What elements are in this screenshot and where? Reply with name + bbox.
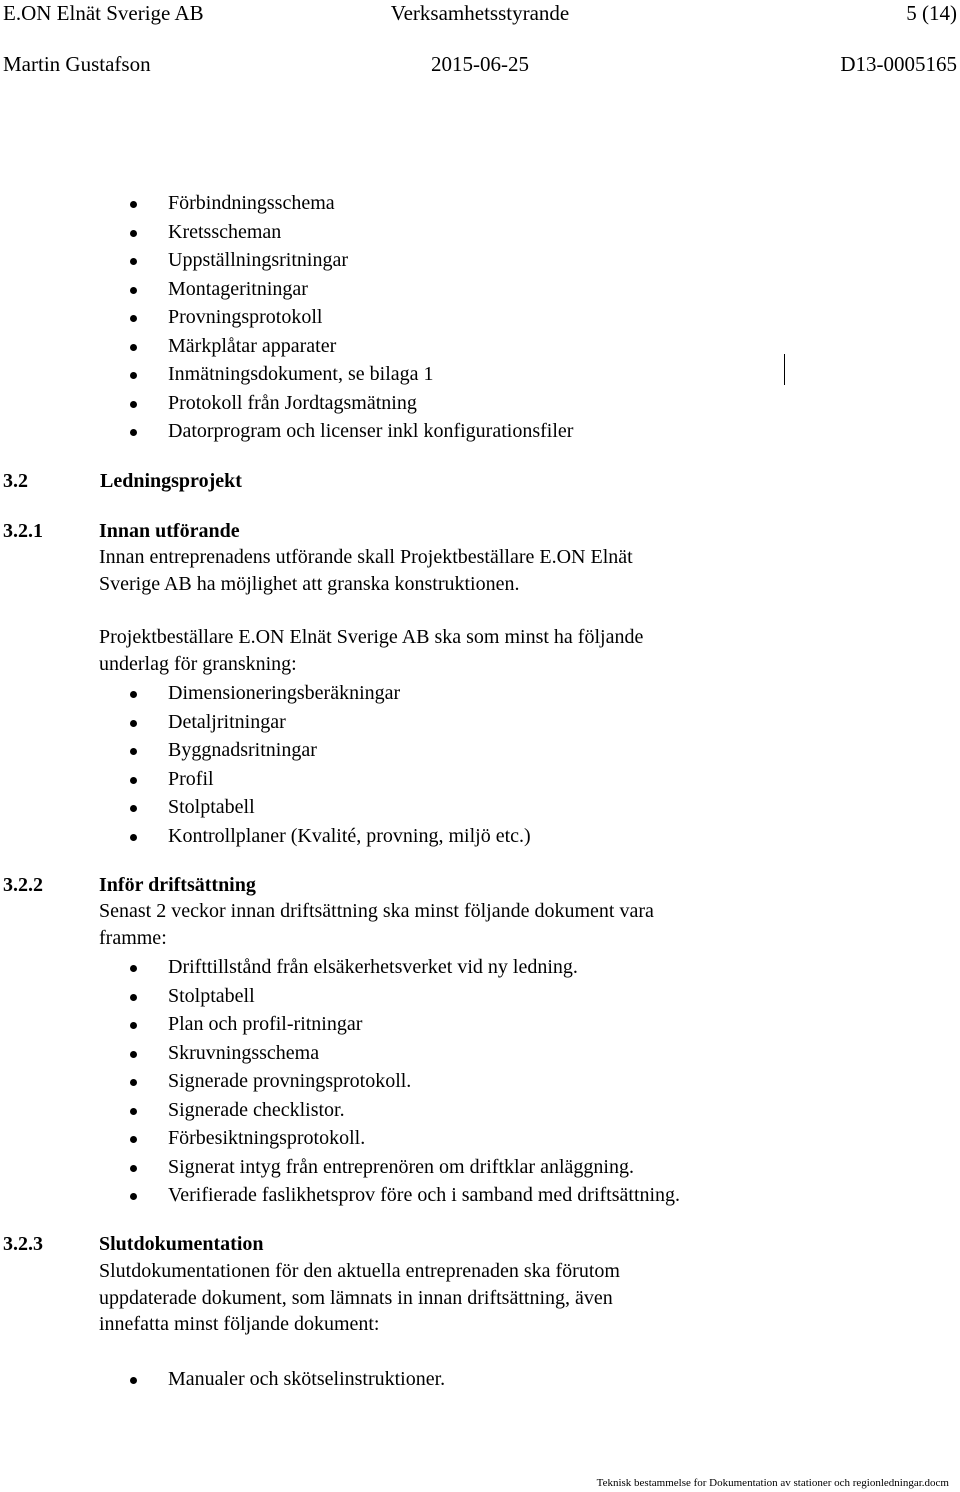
header-department: Verksamhetsstyrande bbox=[390, 1, 570, 25]
paragraph-3-2-2 bbox=[99, 898, 654, 951]
header-author: Martin Gustafson bbox=[3, 52, 151, 76]
list-item: Plan och profil-ritningar bbox=[99, 1010, 680, 1039]
list-item: Signerade checklistor. bbox=[99, 1096, 680, 1125]
section-number: 3.2.2 bbox=[3, 874, 43, 896]
paragraph-line: Innan entreprenadens utförande skall Projektbeställare E.ON Elnät bbox=[99, 546, 633, 568]
list-item: Protokoll från Jordtagsmätning bbox=[99, 389, 573, 418]
section-title: Innan utförande bbox=[99, 520, 240, 542]
paragraph-3-2-3 bbox=[99, 1258, 620, 1338]
paragraph-line: underlag för granskning: bbox=[99, 652, 297, 675]
review-documents-list bbox=[99, 679, 531, 850]
paragraph-line: framme: bbox=[99, 926, 167, 949]
paragraph-line: innefatta minst följande dokument: bbox=[99, 1313, 380, 1335]
section-number: 3.2.3 bbox=[3, 1233, 43, 1255]
list-item: Verifierade faslikhetsprov före och i samband med driftsättning. bbox=[99, 1181, 680, 1210]
list-item: Dimensioneringsberäkningar bbox=[99, 679, 531, 708]
header-doc-id: D13-0005165 bbox=[840, 52, 957, 76]
list-item: Signerat intyg från entreprenören om driftklar anläggning. bbox=[99, 1153, 680, 1182]
revision-change-bar bbox=[784, 354, 785, 385]
page-header-row-2 bbox=[0, 51, 960, 81]
paragraph-line: Slutdokumentationen för den aktuella entreprenaden ska förutom bbox=[99, 1260, 620, 1282]
section-number: 3.2 bbox=[3, 470, 28, 492]
list-item: Manualer och skötselinstruktioner. bbox=[99, 1365, 445, 1394]
list-item: Stolptabell bbox=[99, 793, 531, 822]
list-item: Förbesiktningsprotokoll. bbox=[99, 1124, 680, 1153]
paragraph-line: Senast 2 veckor innan driftsättning ska minst följande dokument vara bbox=[99, 900, 654, 922]
header-page-number: 5 (14) bbox=[906, 1, 957, 25]
list-item: Datorprogram och licenser inkl konfigurationsfiler bbox=[99, 417, 573, 446]
list-item: Provningsprotokoll bbox=[99, 303, 573, 332]
list-item: Inmätningsdokument, se bilaga 1 bbox=[99, 360, 573, 389]
list-item: Montageritningar bbox=[99, 275, 573, 304]
section-title: Slutdokumentation bbox=[99, 1233, 264, 1255]
final-documents-list bbox=[99, 1365, 445, 1394]
list-item: Förbindningsschema bbox=[99, 189, 573, 218]
list-item: Skruvningsschema bbox=[99, 1039, 680, 1068]
section-title: Ledningsprojekt bbox=[100, 470, 242, 492]
list-item: Signerade provningsprotokoll. bbox=[99, 1067, 680, 1096]
list-item: Märkplåtar apparater bbox=[99, 332, 573, 361]
list-item: Kretsscheman bbox=[99, 218, 573, 247]
list-item: Detaljritningar bbox=[99, 708, 531, 737]
paragraph-line: uppdaterade dokument, som lämnats in innan driftsättning, även bbox=[99, 1286, 613, 1309]
list-item: Kontrollplaner (Kvalité, provning, miljö etc.) bbox=[99, 822, 531, 851]
header-date: 2015-06-25 bbox=[431, 52, 529, 76]
list-item: Byggnadsritningar bbox=[99, 736, 531, 765]
top-document-list bbox=[99, 189, 573, 446]
list-item: Profil bbox=[99, 765, 531, 794]
section-title: Inför driftsättning bbox=[99, 874, 256, 896]
header-company: E.ON Elnät Sverige AB bbox=[3, 1, 204, 25]
list-item: Drifttillstånd från elsäkerhetsverket vid ny ledning. bbox=[99, 953, 680, 982]
page-header-row-1 bbox=[0, 0, 960, 30]
commissioning-documents-list bbox=[99, 953, 680, 1210]
section-number: 3.2.1 bbox=[3, 520, 43, 542]
list-item: Stolptabell bbox=[99, 982, 680, 1011]
list-item: Uppställningsritningar bbox=[99, 246, 573, 275]
paragraph-3-2-1-a bbox=[99, 544, 633, 597]
paragraph-3-2-1-b bbox=[99, 624, 643, 677]
paragraph-line: Projektbeställare E.ON Elnät Sverige AB ska som minst ha följande bbox=[99, 626, 644, 648]
footer-filename: Teknisk bestammelse for Dokumentation av stationer och regionledningar.docm bbox=[596, 1477, 949, 1489]
paragraph-line: Sverige AB ha möjlighet att granska konstruktionen. bbox=[99, 572, 520, 595]
